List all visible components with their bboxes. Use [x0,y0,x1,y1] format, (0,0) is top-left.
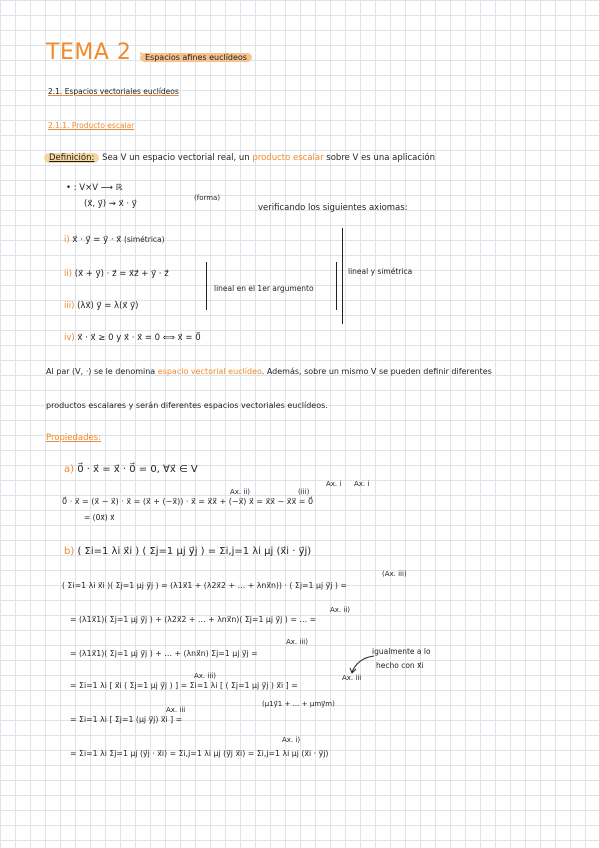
map-line-2: (x⃗, y⃗) ⇝ x⃗ · y⃗ [84,199,137,209]
ax-note-b6: Ax. iii [166,706,186,714]
ax-note-a4: Ax. i [354,480,370,488]
ax-note-a1: Ax. ii) [230,488,251,496]
definition-term: producto escalar [252,153,324,163]
axiom-2-num: ii) [64,269,73,279]
definition-label: Definición: [44,153,99,163]
property-b-step-3: = (λ1x⃗1)( Σj=1 μj y⃗j ) + … + (λnx⃗n) Σj=1 μj y⃗j = [70,649,258,658]
definition-text-b: sobre V es una aplicación [326,153,435,163]
page-title [46,40,143,68]
axiom-1-note: (simétrica) [123,235,165,244]
forma-note: (forma) [194,194,221,202]
property-b-label: b) [64,546,75,557]
ax-note-a2: (iii) [298,488,310,496]
subtitle-text: Espacios afines euclídeos [140,53,252,62]
subtitle [140,52,252,64]
axiom-2-formula: (x⃗ + y⃗) · z⃗ = x⃗z⃗ + y⃗ · z⃗ [74,269,169,279]
side-note-3: (μ1y⃗1 + … + μmy⃗m) [262,700,335,708]
paragraph-line-2: productos escalares y serán diferentes espacios vectoriales euclídeos. [46,401,328,410]
property-a [64,464,198,476]
property-b-step-5: = Σi=1 λi [ Σj=1 (μj y⃗j) x⃗i ] = [70,715,183,724]
subsection-heading: 2.1.1. Producto escalar [48,121,135,130]
property-b-step-1: ( Σi=1 λi x⃗i )( Σj=1 μj y⃗j ) = (λ1x⃗1 + (λ2x⃗2 + … + λnx⃗n)) · ( Σj=1 μj y⃗j ) = [62,581,347,590]
verifying-text: verificando los siguientes axiomas: [258,203,408,213]
property-b-step-2: = (λ1x⃗1)( Σj=1 μj y⃗j ) + (λ2x⃗2 + … + λnx⃗n)( Σj=1 μj y⃗j ) = … = [70,615,317,624]
ax-note-b5: Ax. iii [342,674,362,682]
axiom-1 [64,234,165,246]
title-text: TEMA 2 [46,40,132,65]
paragraph-1a: Al par (V, ·) se le denomina [46,367,156,376]
brace-label-linear-first: lineal en el 1er argumento [214,284,314,293]
section-heading: 2.1. Espacios vectoriales euclídeos [48,87,179,96]
property-b-step-4: = Σi=1 λi [ x⃗i ( Σj=1 μj y⃗j ) ] = Σi=1 λi [ ( Σj=1 μj y⃗j ) x⃗i ] = [70,681,298,690]
property-b-step-6: = Σi=1 λi Σj=1 μj (y⃗j · x⃗i) = Σi,j=1 λi μj (y⃗j x⃗i) = Σi,j=1 λi μj (x⃗i · y⃗j) [70,749,329,758]
property-b [64,546,311,558]
axiom-4-num: iv) [64,333,75,343]
property-b-statement: ( Σi=1 λi x⃗i ) ( Σj=1 μj y⃗j ) = Σi,j=1 λi μj (x⃗i · y⃗j) [77,546,312,557]
axiom-3 [64,300,139,312]
ax-note-a3: Ax. i [326,480,342,488]
ax-note-b1: (Ax. iii) [382,570,407,578]
brace-label-bilinear: lineal y simétrica [348,267,413,276]
bracket-outer [342,228,343,324]
side-note-1: igualmente a lo [372,647,431,656]
axiom-3-num: iii) [64,301,75,311]
property-a-label: a) [64,464,75,475]
axiom-4-formula: x⃗ · x⃗ ≥ 0 y x⃗ · x⃗ = 0 ⟺ x⃗ = 0⃗ [77,333,201,343]
definition-text-a: Sea V un espacio vectorial real, un [102,153,250,163]
axiom-1-num: i) [64,235,70,245]
axiom-2 [64,268,169,280]
paragraph-line-1 [46,366,492,378]
properties-heading: Propiedades: [46,433,101,443]
paragraph-1b: . Además, sobre un mismo V se pueden definir diferentes [261,367,492,376]
axiom-3-formula: (λx⃗) y⃗ = λ(x⃗ y⃗) [77,301,139,311]
ax-note-b4: Ax. iii) [194,672,216,680]
bracket-right [336,262,337,310]
paragraph-term: espacio vectorial euclídeo [157,367,262,376]
ax-note-b3: Ax. iii) [286,638,308,646]
ax-note-b7: Ax. i) [282,736,301,744]
ax-note-b2: Ax. ii) [330,606,351,614]
axiom-4 [64,332,201,344]
definition-line [44,152,435,164]
bracket-left [206,262,207,310]
map-line-1: • : V×V ⟶ ℝ [66,183,123,193]
property-a-proof-1: 0⃗ · x⃗ = (x⃗ − x⃗) · x⃗ = (x⃗ + (−x⃗)) · x⃗ = x⃗x⃗ + (−x⃗) x⃗ = x⃗x⃗ − x⃗x⃗ = 0⃗ [62,497,314,506]
side-note-2: hecho con x⃗i [376,661,424,670]
property-a-proof-2: = (0x⃗) x⃗ [84,513,115,522]
axiom-1-formula: x⃗ · y⃗ = y⃗ · x⃗ [72,235,122,245]
property-a-statement: 0⃗ · x⃗ = x⃗ · 0⃗ = 0, ∀x⃗ ∈ V [77,464,198,475]
